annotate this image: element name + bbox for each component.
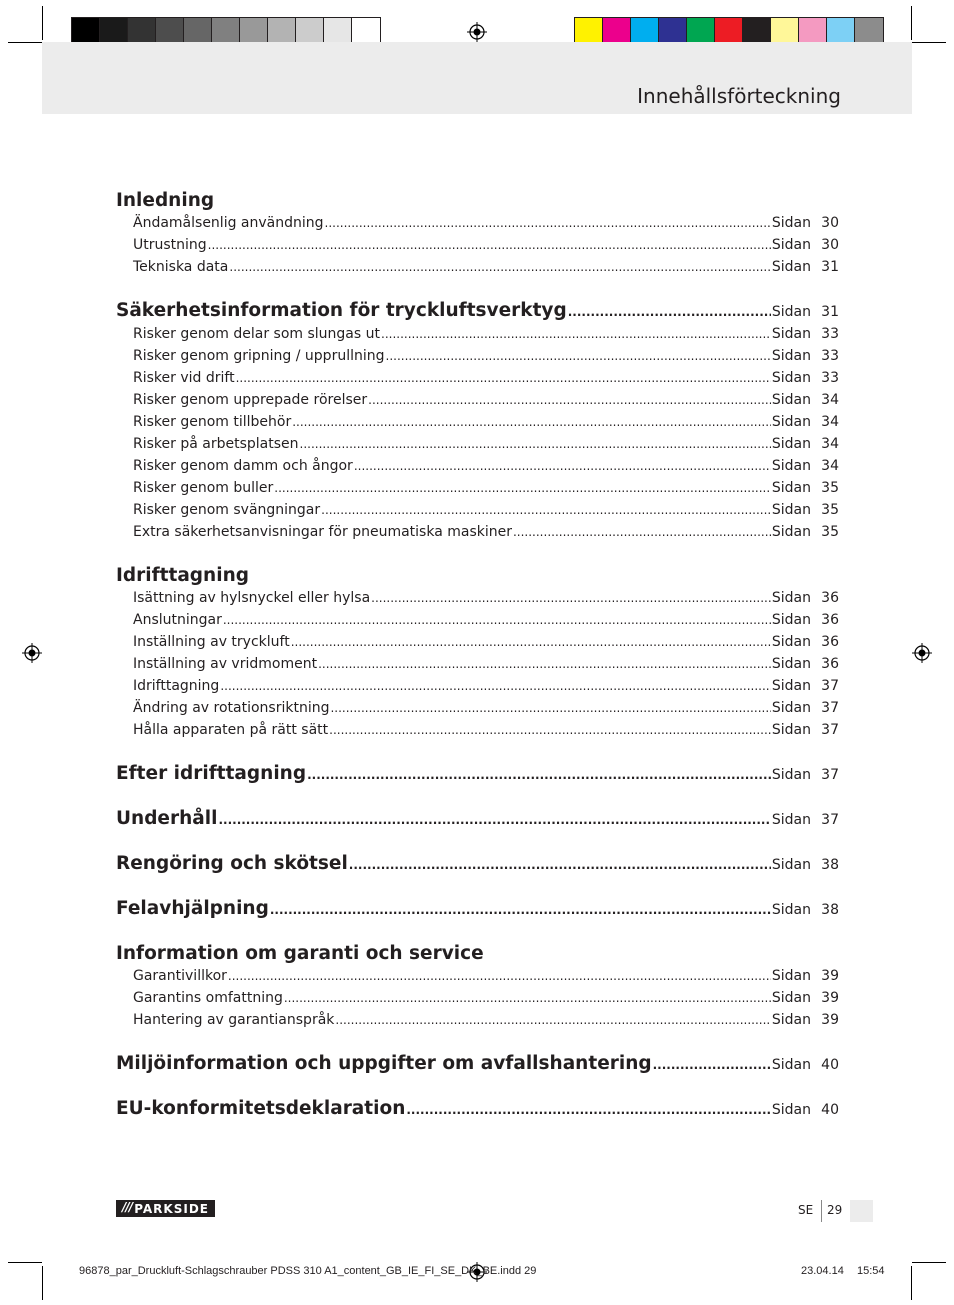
leader-dots [291, 631, 771, 653]
page-number: 35 [821, 524, 839, 540]
toc-entry[interactable] [116, 697, 839, 719]
leader-dots [568, 301, 771, 323]
toc-entry[interactable] [116, 433, 839, 455]
leader-dots [229, 256, 771, 278]
page-prefix: Sidan [771, 590, 811, 606]
toc-section-heading[interactable] [116, 853, 839, 876]
toc-section-heading[interactable] [116, 1053, 839, 1076]
page-prefix: Sidan [771, 902, 811, 918]
page-number: 33 [821, 370, 839, 386]
language-code: SE [798, 1203, 814, 1217]
page-number: 38 [821, 902, 839, 918]
leader-dots [218, 809, 770, 831]
toc-page-ref [772, 1099, 839, 1121]
toc-section [116, 565, 839, 741]
toc-page-ref [772, 234, 839, 256]
page-prefix: Sidan [771, 392, 811, 408]
leader-dots [406, 1099, 771, 1121]
page-prefix: Sidan [771, 1102, 811, 1118]
page-prefix: Sidan [771, 634, 811, 650]
registration-mark-icon [912, 643, 932, 663]
toc-section [116, 763, 839, 786]
entry-label: Risker genom svängningar [133, 502, 321, 518]
toc-section [116, 808, 839, 831]
slug-filename: 96878_par_Druckluft-Schlagschrauber PDSS 310 A1_content_GB_IE_FI_SE_DK_BE.indd 29 [79, 1265, 537, 1277]
leader-dots [335, 1009, 770, 1031]
page-prefix: Sidan [771, 304, 811, 320]
toc-entry[interactable] [116, 521, 839, 543]
leader-dots [270, 899, 771, 921]
toc-entry[interactable] [116, 234, 839, 256]
leader-dots [208, 234, 771, 256]
page-number: 34 [821, 414, 839, 430]
page-prefix: Sidan [771, 968, 811, 984]
section-title: EU-konformitetsdeklaration [116, 1098, 406, 1119]
page-prefix: Sidan [771, 1057, 811, 1073]
crop-mark [912, 1262, 946, 1263]
page-prefix: Sidan [771, 656, 811, 672]
toc-section-heading[interactable] [116, 763, 839, 786]
entry-label: Utrustning [133, 237, 207, 253]
entry-label: Hantering av garantianspråk [133, 1012, 335, 1028]
leader-dots [321, 499, 771, 521]
page-prefix: Sidan [771, 678, 811, 694]
toc-page-ref [772, 854, 839, 876]
parkside-logo [116, 1200, 215, 1217]
crop-mark [911, 1266, 912, 1300]
page-number: 34 [821, 458, 839, 474]
page-prefix: Sidan [771, 215, 811, 231]
entry-label: Hålla apparaten på rätt sätt [133, 722, 329, 738]
toc-entry[interactable] [116, 455, 839, 477]
page-number: 36 [821, 612, 839, 628]
leader-dots [318, 653, 771, 675]
page-prefix: Sidan [771, 722, 811, 738]
toc-entry[interactable] [116, 987, 839, 1009]
toc-page-ref [772, 455, 839, 477]
slug-time: 15:54 [857, 1265, 885, 1277]
toc-section [116, 1053, 839, 1076]
registration-mark-icon [22, 643, 42, 663]
crop-mark [8, 42, 42, 43]
toc-entry[interactable] [116, 345, 839, 367]
toc-section-heading[interactable] [116, 943, 839, 965]
toc-page-ref [772, 301, 839, 323]
page-prefix: Sidan [771, 612, 811, 628]
toc-page-ref [772, 809, 839, 831]
toc-entry[interactable] [116, 212, 839, 234]
page-prefix: Sidan [771, 990, 811, 1006]
toc-entry[interactable] [116, 631, 839, 653]
page-number: 39 [821, 990, 839, 1006]
entry-label: Risker genom gripning / upprullning [133, 348, 385, 364]
entry-label: Extra säkerhetsanvisningar för pneumatiska maskiner [133, 524, 512, 540]
page-number: 36 [821, 590, 839, 606]
toc-page-ref [772, 433, 839, 455]
page-number: 35 [821, 502, 839, 518]
entry-label: Risker genom damm och ångor [133, 458, 353, 474]
toc-section [116, 1098, 839, 1121]
toc-section [116, 943, 839, 1031]
leader-dots [228, 965, 771, 987]
page-number: 37 [821, 700, 839, 716]
toc-section-heading[interactable] [116, 300, 839, 323]
toc-page-ref [772, 675, 839, 697]
toc-page-ref [772, 1054, 839, 1076]
leader-dots [274, 477, 771, 499]
entry-label: Risker genom buller [133, 480, 274, 496]
page-prefix: Sidan [771, 524, 811, 540]
page-prefix: Sidan [771, 857, 811, 873]
entry-label: Risker genom upprepade rörelser [133, 392, 368, 408]
leader-dots [284, 987, 771, 1009]
page-number: 36 [821, 656, 839, 672]
toc-section [116, 300, 839, 543]
entry-label: Risker på arbetsplatsen [133, 436, 299, 452]
toc-entry[interactable] [116, 1009, 839, 1031]
toc-section-heading[interactable] [116, 808, 839, 831]
toc-page-ref [772, 631, 839, 653]
leader-dots [307, 764, 771, 786]
toc-page-ref [772, 367, 839, 389]
page-prefix: Sidan [771, 700, 811, 716]
page-prefix: Sidan [771, 259, 811, 275]
registration-mark-icon [467, 22, 487, 42]
toc-page-ref [772, 345, 839, 367]
toc-entry[interactable] [116, 389, 839, 411]
toc-page-ref [772, 965, 839, 987]
leader-dots [223, 609, 771, 631]
page-number: 33 [821, 348, 839, 364]
toc-section [116, 898, 839, 921]
leader-dots [354, 455, 771, 477]
page-number: 40 [821, 1057, 839, 1073]
crop-mark [42, 6, 43, 40]
page-number: 30 [821, 237, 839, 253]
leader-dots [220, 675, 771, 697]
toc-entry[interactable] [116, 256, 839, 278]
entry-label: Ändring av rotationsriktning [133, 700, 330, 716]
leader-dots [513, 521, 771, 543]
entry-label: Risker genom tillbehör [133, 414, 292, 430]
toc-page-ref [772, 389, 839, 411]
toc-section [116, 853, 839, 876]
page-prefix: Sidan [771, 480, 811, 496]
page-number: 34 [821, 392, 839, 408]
toc-page-ref [772, 764, 839, 786]
page-prefix: Sidan [771, 414, 811, 430]
toc-page-ref [772, 1009, 839, 1031]
toc-entry[interactable] [116, 323, 839, 345]
page-prefix: Sidan [771, 348, 811, 364]
leader-dots [381, 323, 771, 345]
toc-entry[interactable] [116, 609, 839, 631]
section-title: Inledning [116, 190, 215, 211]
toc-page-ref [772, 653, 839, 675]
leader-dots [349, 854, 771, 876]
page-number: 31 [821, 304, 839, 320]
leader-dots [300, 433, 771, 455]
crop-mark [911, 6, 912, 40]
entry-label: Idrifttagning [133, 678, 220, 694]
slug-date: 23.04.14 [801, 1265, 844, 1277]
section-title: Säkerhetsinformation för tryckluftsverktyg [116, 300, 567, 321]
toc-entry[interactable] [116, 719, 839, 741]
page-title: Innehållsförteckning [637, 84, 841, 108]
entry-label: Tekniska data [133, 259, 229, 275]
page-number: 31 [821, 259, 839, 275]
crop-mark [912, 42, 946, 43]
page-number: 36 [821, 634, 839, 650]
toc-page-ref [772, 477, 839, 499]
leader-dots [368, 389, 771, 411]
leader-dots [386, 345, 771, 367]
toc-entry[interactable] [116, 675, 839, 697]
toc-page-ref [772, 587, 839, 609]
leader-dots [236, 367, 771, 389]
leader-dots [292, 411, 771, 433]
page-number: 30 [821, 215, 839, 231]
toc-entry[interactable] [116, 411, 839, 433]
page-prefix: Sidan [771, 237, 811, 253]
page-number: 39 [821, 968, 839, 984]
page-prefix: Sidan [771, 326, 811, 342]
crop-mark [42, 1266, 43, 1300]
page-prefix: Sidan [771, 502, 811, 518]
page-prefix: Sidan [771, 370, 811, 386]
leader-dots [329, 719, 771, 741]
toc-page-ref [772, 499, 839, 521]
entry-label: Garantivillkor [133, 968, 227, 984]
page-number: 37 [821, 722, 839, 738]
toc-page-ref [772, 719, 839, 741]
toc-page-ref [772, 411, 839, 433]
section-title: Underhåll [116, 808, 218, 829]
footer-divider [821, 1200, 822, 1222]
crop-mark [8, 1262, 42, 1263]
toc-section-heading[interactable] [116, 898, 839, 921]
page-number: 33 [821, 326, 839, 342]
section-title: Rengöring och skötsel [116, 853, 348, 874]
toc-entry[interactable] [116, 587, 839, 609]
page-number: 35 [821, 480, 839, 496]
toc-section-heading[interactable] [116, 1098, 839, 1121]
entry-label: Garantins omfattning [133, 990, 283, 1006]
footer-tab [850, 1200, 873, 1222]
section-title: Idrifttagning [116, 565, 249, 586]
page-number: 37 [821, 812, 839, 828]
page-number: 37 [821, 678, 839, 694]
page-number: 29 [827, 1203, 843, 1217]
page-prefix: Sidan [771, 436, 811, 452]
toc-section-heading[interactable] [116, 565, 839, 587]
page-prefix: Sidan [771, 1012, 811, 1028]
toc-section [116, 190, 839, 278]
logo-text: PARKSIDE [134, 1201, 209, 1216]
toc-entry[interactable] [116, 499, 839, 521]
toc-page-ref [772, 987, 839, 1009]
entry-label: Risker vid drift [133, 370, 235, 386]
toc-page-ref [772, 212, 839, 234]
page-number: 39 [821, 1012, 839, 1028]
page-number: 38 [821, 857, 839, 873]
toc-entry[interactable] [116, 367, 839, 389]
section-title: Miljöinformation och uppgifter om avfallshantering [116, 1053, 652, 1074]
page-number: 40 [821, 1102, 839, 1118]
page-prefix: Sidan [771, 812, 811, 828]
leader-dots [371, 587, 771, 609]
leader-dots [653, 1054, 771, 1076]
entry-label: Anslutningar [133, 612, 222, 628]
page-number: 34 [821, 436, 839, 452]
toc-section-heading[interactable] [116, 190, 839, 212]
entry-label: Risker genom delar som slungas ut [133, 326, 380, 342]
leader-dots [330, 697, 770, 719]
entry-label: Inställning av tryckluft [133, 634, 290, 650]
toc-entry[interactable] [116, 477, 839, 499]
toc-page-ref [772, 256, 839, 278]
toc-entry[interactable] [116, 653, 839, 675]
toc-page-ref [772, 697, 839, 719]
entry-label: Isättning av hylsnyckel eller hylsa [133, 590, 371, 606]
logo-slashes: /// [122, 1200, 133, 1214]
entry-label: Inställning av vridmoment [133, 656, 318, 672]
toc-page-ref [772, 521, 839, 543]
section-title: Felavhjälpning [116, 898, 269, 919]
toc-page-ref [772, 899, 839, 921]
entry-label: Ändamålsenlig användning [133, 215, 324, 231]
toc-entry[interactable] [116, 965, 839, 987]
toc-page-ref [772, 323, 839, 345]
section-title: Information om garanti och service [116, 943, 484, 964]
page-prefix: Sidan [771, 458, 811, 474]
section-title: Efter idrifttagning [116, 763, 307, 784]
toc-page-ref [772, 609, 839, 631]
page-prefix: Sidan [771, 767, 811, 783]
page-number: 37 [821, 767, 839, 783]
table-of-contents [116, 190, 839, 1121]
leader-dots [325, 212, 771, 234]
